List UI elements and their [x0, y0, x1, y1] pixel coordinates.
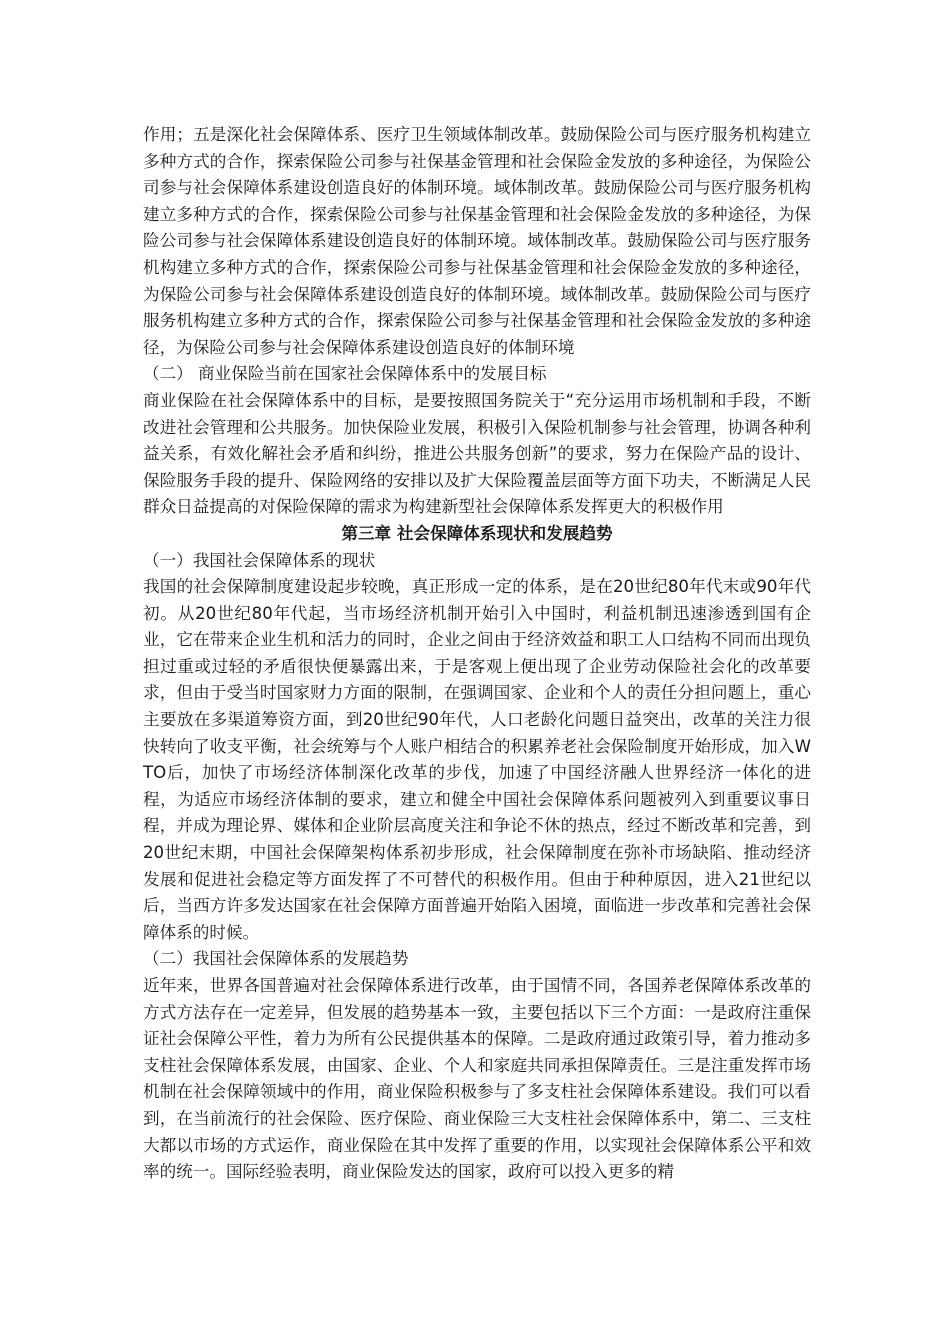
- chapter-title: 第三章 社会保障体系现状和发展趋势: [341, 523, 613, 543]
- section-heading-current-status: （一）我国社会保障体系的现状: [143, 550, 376, 570]
- paragraph-development-trend: 近年来，世界各国普遍对社会保障体系进行改革，由于国情不同，各国养老保障体系改革的方式方法存在一定差异，但发展的趋势基本一致，主要包括以下三个方面：一是政府注重保证社会保障公平性，着力为所有公民提供基本的保障。二是政府通过政策引导，着力推动多支柱社会保障体系发展，由国家、企业、个人和家庭共同承担保障责任。三是注重发挥市场机制在社会保障领域中的作用，商业保险积极参与了多支柱社会保障体系建设。我们可以看到，在当前流行的社会保险、医疗保险、商业保险三大支柱社会保障体系中，第二、三支柱大都以市场的方式运作，商业保险在其中发挥了重要的作用，以实现社会保障体系公平和效率的统一。国际经验表明，商业保险发达的国家，政府可以投入更多的精: [143, 976, 811, 1182]
- paragraph-development-goal: 商业保险在社会保障体系中的目标，是要按照国务院关于“充分运用市场机制和手段，不断改进社会管理和公共服务。加快保险业发展，积极引入保险机制参与社会管理，协调各种利益关系，有效化解社会矛盾和纠纷，推进公共服务创新”的要求，努力在保险产品的设计、保险服务手段的提升、保险网络的安排以及扩大保险覆盖层面等方面下功夫，不断满足人民群众日益提高的对保险保障的需求为构建新型社会保障体系发挥更大的积极作用: [143, 390, 811, 517]
- section-heading-development-goal: （二） 商业保险当前在国家社会保障体系中的发展目标: [143, 364, 547, 384]
- section-heading-development-trend: （二）我国社会保障体系的发展趋势: [143, 949, 409, 969]
- paragraph-reform-measures: 作用；五是深化社会保障体系、医疗卫生领域体制改革。鼓励保险公司与医疗服务机构建立多种方式的合作，探索保险公司参与社保基金管理和社会保险金发放的多种途径，为保险公司参与社会保障体系建设创造良好的体制环境。域体制改革。鼓励保险公司与医疗服务机构建立多种方式的合作，探索保险公司参与社保基金管理和社会保险金发放的多种途径，为保险公司参与社会保障体系建设创造良好的体制环境。域体制改革。鼓励保险公司与医疗服务机构建立多种方式的合作，探索保险公司参与社保基金管理和社会保险金发放的多种途径，为保险公司参与社会保障体系建设创造良好的体制环境。域体制改革。鼓励保险公司与医疗服务机构建立多种方式的合作，探索保险公司参与社保基金管理和社会保险金发放的多种途径，为保险公司参与社会保障体系建设创造良好的体制环境: [143, 125, 811, 357]
- paragraph-current-status: 我国的社会保障制度建设起步较晚，真正形成一定的体系，是在20世纪80年代末或90年代初。从20世纪80年代起，当市场经济机制开始引入中国时，利益机制迅速渗透到国有企业，它在带来企业生机和活力的同时，企业之间由于经济效益和职工人口结构不同而出现负担过重或过轻的矛盾很快便暴露出来，于是客观上便出现了企业劳动保险社会化的改革要求，但由于受当时国家财力方面的限制，在强调国家、企业和个人的责任分担问题上，重心主要放在多渠道筹资方面，到20世纪90年代，人口老龄化问题日益突出，改革的关注力很快转向了收支平衡，社会统筹与个人账户相结合的积累养老社会保险制度开始形成，加入WTO后，加快了市场经济体制深化改革的步伐，加速了中国经济融人世界经济一体化的进程，为适应市场经济体制的要求，建立和健全中国社会保障体系问题被列入到重要议事日程，并成为理论界、媒体和企业阶层高度关注和争论不休的热点，经过不断改革和完善，到20世纪末期，中国社会保障架构体系初步形成，社会保障制度在弥补市场缺陷、推动经济发展和促进社会稳定等方面发挥了不可替代的积极作用。但由于种种原因，进入21世纪以后，当西方许多发达国家在社会保障方面普遍开始陷入困境，面临进一步改革和完善社会保障体系的时候。: [143, 577, 811, 942]
- document-page: [143, 122, 811, 1186]
